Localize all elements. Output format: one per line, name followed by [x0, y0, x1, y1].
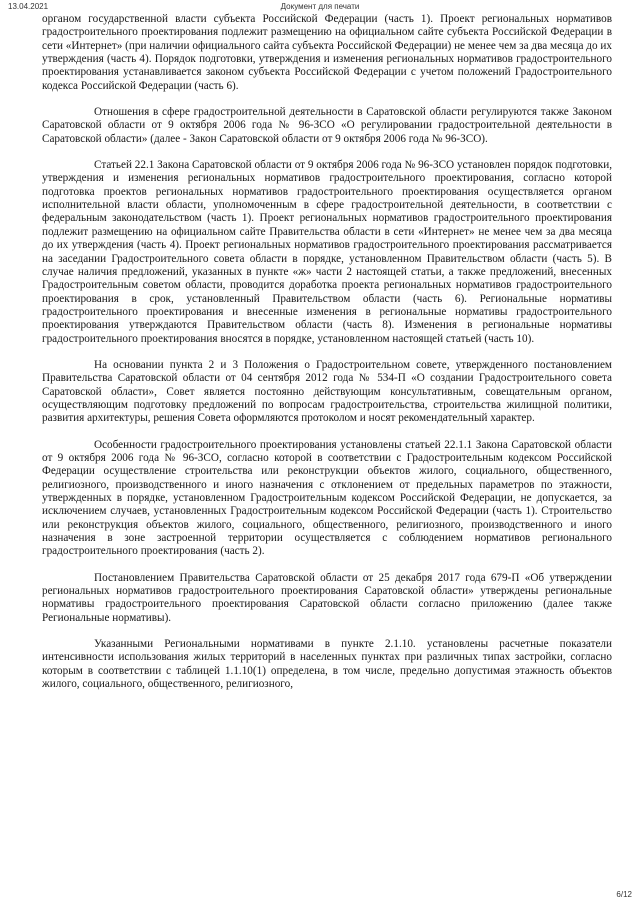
paragraph-7: Указанными Региональными нормативами в пункте 2.1.10. установлены расчетные показатели интенсивности использования жилых территорий в населенных пунктах при различных типах застройки, согласно которым в соответствии с таблицей 1.1.10(1) определена, в том числе, предельно допустимая этажность объектов жилого, социального, общественного, религиозного, [42, 638, 612, 691]
paragraph-6: Постановлением Правительства Саратовской области от 25 декабря 2017 года 679-П «Об утверждении региональных нормативов градостроительного проектирования Саратовской области» утверждены региональные нормативы градостроительного проектирования Саратовской области согласно приложению (далее также Региональные нормативы). [42, 571, 612, 624]
paragraph-5: Особенности градостроительного проектирования установлены статьей 22.1.1 Закона Саратовской области от 9 октября 2006 года № 96-ЗСО, согласно которой в соответствии с Градостроительным кодексом Российской Федерации осуществление строительства или реконструкции объектов жилого, социального, общественного, религиозного, производственного и иного назначения с отклонением от предельных параметров по этажности, утвержденных в порядке, установленном Градостроительным кодексом Российской Федерации, не допускается, за исключением случаев, установленных Градостроительным кодексом Российской Федерации (часть 1). Строительство или реконструкция объектов жилого, социального, общественного, религиозного, производственного и иного назначения в зоне застроенной территории осуществляется с соблюдением нормативов регионального градостроительного проектирования (часть 2). [42, 438, 612, 558]
document-body [42, 13, 612, 691]
print-header-title: Документ для печати [280, 2, 360, 11]
paragraph-1: органом государственной власти субъекта Российской Федерации (часть 1). Проект региональных нормативов градостроительного проектирования подлежит размещению на официальном сайте субъекта Российской Федерации в сети «Интернет» (при наличии официального сайта субъекта Российской Федерации) не менее чем за два месяца до их утверждения (часть 4). Порядок подготовки, утверждения и изменения региональных нормативов градостроительного проектирования устанавливается законом субъекта Российской Федерации с учетом положений Градостроительного кодекса Российской Федерации (часть 6). [42, 13, 612, 92]
paragraph-3: Статьей 22.1 Закона Саратовской области от 9 октября 2006 года № 96-ЗСО установлен порядок подготовки, утверждения и изменения региональных нормативов градостроительного проектирования, согласно которой подготовка проектов региональных нормативов градостроительного проектирования осуществляется органом исполнительной власти области, уполномоченным в сфере градостроительной деятельности, в соответствии с федеральным законодательством (часть 1). Проект региональных нормативов градостроительного проектирования подлежит размещению на официальном сайте Правительства области в сети «Интернет» не менее чем за два месяца до их утверждения (часть 4). Проект региональных нормативов градостроительного проектирования рассматривается на заседании Градостроительного совета области в порядке, установленном Правительством области (часть 5). В случае наличия предложений, указанных в пункте «ж» части 2 настоящей статьи, а также предложений, внесенных Градостроительным советом области, проводится доработка проекта региональных нормативов градостроительного проектирования в срок, установленный Правительством области (часть 6). Региональные нормативы градостроительного проектирования и внесенные изменения в региональные нормативы градостроительного проектирования утверждаются Правительством области (часть 8). Изменения в региональные нормативы градостроительного проектирования вносятся в порядке, установленном настоящей статьей (часть 10). [42, 159, 612, 345]
paragraph-4: На основании пункта 2 и 3 Положения о Градостроительном совете, утвержденного постановлением Правительства Саратовской области от 04 сентября 2012 года № 534-П «О создании Градостроительного совета Саратовской области», Совет является постоянно действующим консультативным, совещательным органом, осуществляющим подготовку предложений по вопросам градостроительства, строительства жилищной политики, развития архитектуры, решения Совета оформляются протоколом и носят рекомендательный характер. [42, 358, 612, 425]
paragraph-2: Отношения в сфере градостроительной деятельности в Саратовской области регулируются также Законом Саратовской области от 9 октября 2006 года № 96-ЗСО «О регулировании градостроительной деятельности в Саратовской области» (далее - Закон Саратовской области от 9 октября 2006 года № 96-ЗСО). [42, 106, 612, 145]
page-number: 6/12 [616, 890, 632, 899]
print-date: 13.04.2021 [8, 2, 49, 11]
